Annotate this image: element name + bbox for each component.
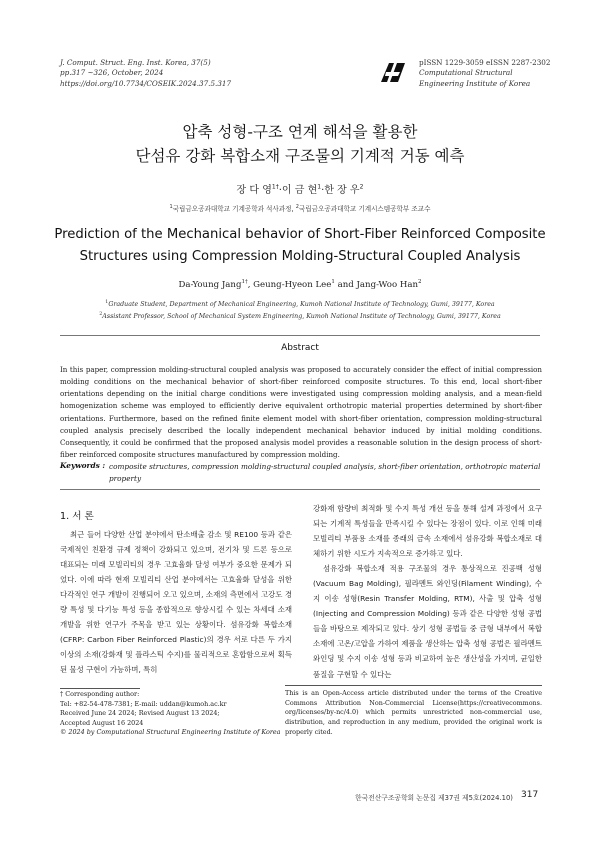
korean-author-2-mark: 1 (317, 183, 322, 191)
journal-doi: https://doi.org/10.7734/COSEIK.2024.37.5.317 (60, 78, 232, 88)
journal-citation: J. Comput. Struct. Eng. Inst. Korea, 37(5) (60, 58, 211, 67)
korean-authors (0, 181, 600, 196)
korean-title-line-2: 단섬유 강화 복합소재 구조물의 기계적 거동 예측 (135, 147, 465, 165)
intro-paragraph-1-continued: 강화재 함량비 최적화 및 수지 특성 개선 등을 통해 설계 과정에서 요구되는 기계적 특성들을 만족시킬 수 있다는 장점이 있다. 이로 인해 미래 모빌리티 부품용 소재를 종래의 금속 소재에서 섬유강화 복합소재로 대체하기 위한 시도가 지속적으로 증가하고 있다. (313, 504, 542, 559)
page-number: 317 (521, 790, 539, 800)
journal-header-left (60, 58, 231, 89)
korean-affil-2-mark: 2 (295, 203, 299, 210)
accepted-date: Accepted August 16 2024 (60, 718, 144, 727)
korean-author-3-mark: 2 (359, 183, 364, 191)
korean-author-1: 장 다 영 (236, 185, 272, 196)
english-affil-1-mark: 1 (105, 300, 109, 305)
publisher-line-2: Engineering Institute of Korea (419, 78, 531, 88)
english-affil-1: Graduate Student, Department of Mechanical Engineering, Kumoh National Institute of Technology, Gumi, 39177, Korea (108, 301, 495, 309)
publisher-line-1: Computational Structural (419, 68, 513, 78)
keywords-text: composite structures, compression molding-structural coupled analysis, short-fiber orientation, orthotropic material property (109, 462, 541, 483)
english-affil-2: Assistant Professor, School of Mechanical System Engineering, Kumoh National Institute of Technology, Gumi, 39177, Korea (102, 313, 501, 321)
english-affil-line-2 (0, 310, 600, 322)
corresponding-author-label: † Corresponding author: (60, 690, 140, 698)
english-affil-2-mark: 2 (99, 312, 103, 318)
english-author-3: and Jang-Woo Han (334, 279, 419, 290)
english-title-line-2: Structures using Compression Molding-Structural Coupled Analysis (79, 249, 521, 264)
footnote-left (60, 690, 290, 738)
copyright-notice: © 2024 by Computational Structural Engineering Institute of Korea (60, 728, 281, 737)
korean-title (0, 120, 600, 168)
section-heading-introduction: 1. 서 론 (60, 511, 94, 522)
english-affil-line-1 (0, 298, 600, 310)
english-title-line-1: Prediction of the Mechanical behavior of Short-Fiber Reinforced Composite (54, 227, 546, 242)
korean-author-3: ·한 장 우 (321, 185, 360, 196)
received-dates: Received June 24 2024; Revised August 13 2024; (60, 709, 220, 718)
footnote-rule-right (285, 685, 542, 686)
issn: pISSN 1229-3059 eISSN 2287-2302 (419, 58, 551, 67)
keywords-label: Keywords : (60, 461, 106, 470)
abstract-bottom-rule (60, 489, 540, 490)
body-column-right (313, 501, 542, 682)
coseik-logo-icon (380, 60, 406, 84)
intro-paragraph-2: 섬유강화 복합소재 적용 구조물의 경우 통상적으로 진공백 성형(Vacuum Bag Molding), 필라멘트 와인딩(Filament Winding), 수지 이송 성형(Resin Transfer Molding, RTM), 사출 및 압축 성형(Injecting and Compression Molding) 등과 같은 다양한 성형 공법들을 바탕으로 제작되고 있다. 상기 성형 공법들 중 금형 내부에서 복합소재에 고온/고압을 가하여 제품을 생산하는 압축 성형 공법은 필라멘트 와인딩 및 수지 이송 성형 등과 비교하여 높은 생산성을 가지며, 균일한 품질을 구현할 수 있다는 (313, 564, 542, 679)
korean-affil-2: 국립금오공과대학교 기계시스템공학부 조교수 (298, 205, 431, 213)
journal-header-right (419, 58, 550, 89)
abstract-text: In this paper, compression molding-structural coupled analysis was proposed to accurately consider the effect of initial compression molding conditions on the mechanical behavior of short-fiber reinforced composite structures. To this end, local short-fiber orientations depending on the initial charge conditions were investigated using compression molding analysis, and a mean-field homogenization scheme was employed to efficiently derive equivalent orthotropic material properties determined by short-fiber orientations. Furthermore, based on the refined finite element model with short-fiber orientation, compression molding-structural coupled analysis precisely described the locally independent mechanical behavior induced by initial molding conditions. Consequently, it could be confirmed that the proposed analysis model provides a reasonable solution in the design process of short-fiber reinforced composite structures manufactured by compression molding. (60, 365, 542, 460)
abstract-top-rule (60, 335, 540, 336)
korean-affiliations (0, 203, 600, 213)
journal-pages: pp.317 ~326, October, 2024 (60, 68, 164, 78)
english-author-1-mark: 1† (241, 279, 248, 285)
korean-author-2: ·이 금 현 (278, 185, 318, 196)
intro-paragraph-1: 최근 들어 다양한 산업 분야에서 탄소배출 감소 및 RE100 등과 같은 국제적인 친환경 규제 정책이 강화되고 있으며, 전기차 및 드론 등으로 대표되는 미래 모빌리티의 경우 고효율화 달성 여부가 중요한 문제가 되었다. 이에 따라 현재 모빌리티 산업 분야에서는 고효율화 달성을 위한 다각적인 연구 개발이 진행되어 오고 있으며, 소재의 측면에서 고강도 경량 특성 및 다기능 특성 등을 종합적으로 향상시킬 수 있는 차세대 소재 개발을 위한 연구가 주목을 받고 있는 상황이다. 섬유강화 복합소재(CFRP: Carbon Fiber Reinforced Plastic)의 경우 서로 다른 두 가지 이상의 소재(강화재 및 플라스틱 수지)를 물리적으로 혼합함으로써 획득된 물성 구현이 가능하며, 특히 (60, 530, 292, 675)
abstract-heading: Abstract (281, 343, 319, 353)
corresponding-contact: Tel: +82-54-478-7381; E-mail: uddan@kumoh.ac.kr (60, 699, 227, 708)
korean-author-1-mark: 1† (271, 183, 279, 191)
english-author-3-mark: 2 (418, 279, 422, 285)
english-author-1: Da-Young Jang (178, 279, 242, 290)
korean-affil-1: 국립금오공과대학교 기계공학과 석사과정, (172, 205, 296, 213)
korean-title-line-1: 압축 성형-구조 연계 해석을 활용한 (182, 123, 418, 141)
english-affiliations (0, 298, 600, 322)
english-authors (0, 279, 600, 290)
english-title (0, 224, 600, 268)
body-column-left (60, 527, 292, 677)
page-footer-journal: 한국전산구조공학회 논문집 제37권 제5호(2024.10) (355, 794, 513, 802)
korean-affil-1-mark: 1 (169, 203, 173, 210)
english-author-2-mark: 1 (331, 279, 335, 285)
english-author-2: , Geung-Hyeon Lee (247, 279, 332, 290)
open-access-license: This is an Open-Access article distributed under the terms of the Creative Commons Attribution Non-Commercial License(https://creativecommons. org/licenses/by-nc/4.0) which permits unrestricted non-commercial use, distribution, and reproduction in any medium, provided the original work is properly cited. (285, 689, 542, 736)
footnote-rule-left (60, 688, 140, 689)
